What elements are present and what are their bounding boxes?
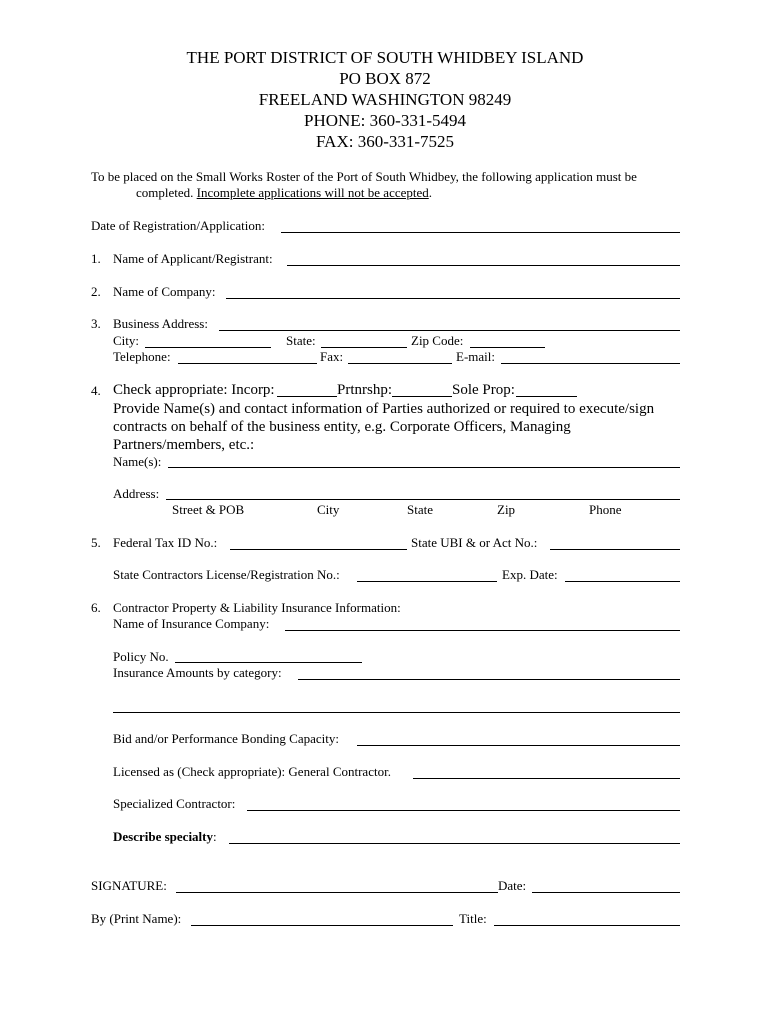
city-field[interactable] [145,347,271,348]
signature-label: SIGNATURE: [91,878,167,893]
state-field[interactable] [321,347,407,348]
names-label: Name(s): [113,454,162,469]
intro-period: . [428,185,433,200]
intro-line-1: To be placed on the Small Works Roster of the Port of South Whidbey, the following application must be [91,169,637,184]
federal-tax-id-field[interactable] [230,549,407,550]
telephone-field[interactable] [178,363,317,364]
item-2-number: 2. [91,284,101,299]
bonding-capacity-field[interactable] [357,745,680,746]
header-po-box: PO BOX 872 [339,69,431,88]
insurance-amounts-field-2[interactable] [113,712,680,713]
fax-label: Fax: [320,349,344,364]
email-field[interactable] [501,363,680,364]
header-phone: PHONE: 360-331-5494 [304,111,466,130]
column-state: State [407,502,433,517]
insurance-company-field[interactable] [285,630,680,631]
exp-date-label: Exp. Date: [502,567,558,582]
policy-number-field[interactable] [175,662,362,663]
federal-tax-id-label: Federal Tax ID No.: [113,535,218,550]
parties-address-label: Address: [113,486,160,501]
signature-field[interactable] [176,892,498,893]
title-label: Title: [459,911,487,926]
item-1-number: 1. [91,251,101,266]
company-name-label: Name of Company: [113,284,216,299]
print-name-label: By (Print Name): [91,911,182,926]
intro-completed: completed. [136,185,194,200]
general-contractor-field[interactable] [413,778,680,779]
item-6-number: 6. [91,600,101,615]
describe-specialty-label [113,829,217,845]
incorp-check-field[interactable] [277,396,337,397]
provide-parties-line-3: Partners/members, etc.: [113,437,255,453]
check-incorp-label: Check appropriate: Incorp: [113,382,275,398]
intro-line-2 [136,185,432,201]
insurance-company-label: Name of Insurance Company: [113,616,270,631]
insurance-info-heading: Contractor Property & Liability Insurance Information: [113,600,401,615]
company-name-field[interactable] [226,298,680,299]
column-street-pob: Street & POB [172,502,245,517]
specialized-contractor-label: Specialized Contractor: [113,796,236,811]
contractor-license-label: State Contractors License/Registration No.: [113,567,340,582]
column-zip: Zip [497,502,516,517]
names-field[interactable] [168,467,680,468]
business-address-label: Business Address: [113,316,208,331]
insurance-amounts-field[interactable] [298,679,680,680]
exp-date-field[interactable] [565,581,680,582]
email-label: E-mail: [456,349,495,364]
applicant-name-field[interactable] [287,265,680,266]
fax-field[interactable] [348,363,452,364]
state-label: State: [286,333,316,348]
print-name-field[interactable] [191,925,453,926]
telephone-label: Telephone: [113,349,171,364]
date-registration-field[interactable] [281,232,680,233]
business-address-field[interactable] [219,330,680,331]
date-registration-label: Date of Registration/Application: [91,218,266,233]
bonding-capacity-label: Bid and/or Performance Bonding Capacity: [113,731,340,746]
provide-parties-line-1: Provide Name(s) and contact information of Parties authorized or required to execute/sign [113,401,655,417]
intro-incomplete-warning: Incomplete applications will not be accepted [196,185,429,200]
state-ubi-label: State UBI & or Act No.: [411,535,538,550]
insurance-amounts-label: Insurance Amounts by category: [113,665,282,680]
column-city: City [317,502,340,517]
describe-specialty-text: Describe specialty [113,829,214,844]
zip-code-field[interactable] [470,347,545,348]
column-phone: Phone [589,502,622,517]
describe-specialty-field[interactable] [229,843,680,844]
applicant-name-label: Name of Applicant/Registrant: [113,251,273,266]
item-3-number: 3. [91,316,101,331]
item-5-number: 5. [91,535,101,550]
provide-parties-line-2: contracts on behalf of the business entity, e.g. Corporate Officers, Managing [113,419,571,435]
title-field[interactable] [494,925,680,926]
sole-prop-label: Sole Prop: [452,382,515,398]
header-organization-name: THE PORT DISTRICT OF SOUTH WHIDBEY ISLAND [186,48,584,67]
sole-prop-check-field[interactable] [516,396,577,397]
signature-date-label: Date: [498,878,527,893]
licensed-as-label: Licensed as (Check appropriate): General Contractor. [113,764,391,779]
contractor-license-field[interactable] [357,581,497,582]
describe-specialty-colon: : [213,829,217,844]
header-city-state: FREELAND WASHINGTON 98249 [258,90,512,109]
partnership-label: Prtnrshp: [337,382,393,398]
policy-number-label: Policy No. [113,649,169,664]
signature-date-field[interactable] [532,892,680,893]
parties-address-field[interactable] [166,499,680,500]
specialized-contractor-field[interactable] [247,810,680,811]
partnership-check-field[interactable] [392,396,452,397]
state-ubi-field[interactable] [550,549,680,550]
header-fax: FAX: 360-331-7525 [315,132,455,151]
city-label: City: [113,333,140,348]
item-4-number: 4. [91,383,101,398]
zip-code-label: Zip Code: [411,333,464,348]
